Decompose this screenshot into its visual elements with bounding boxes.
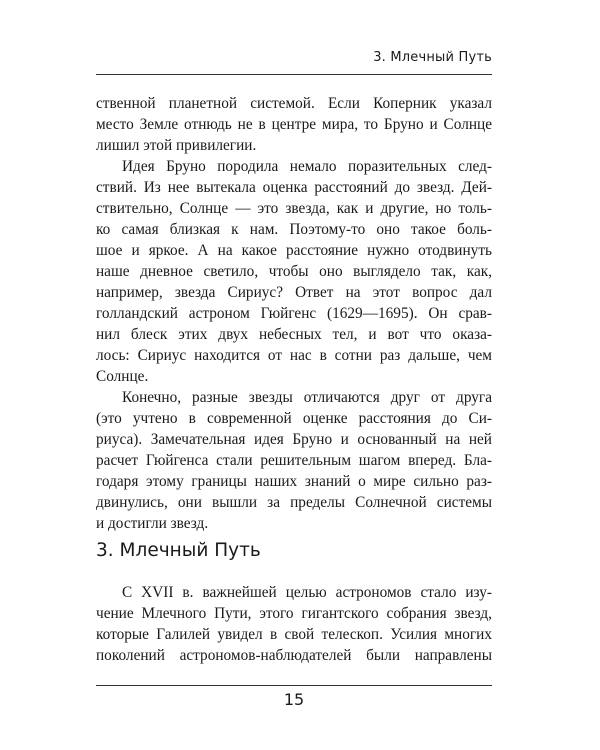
paragraph-bruno-idea <box>96 156 492 387</box>
paragraph-milky-way <box>96 582 492 666</box>
text-line: поколений астрономов-наблюдателей были направлены <box>96 647 492 664</box>
text-line: Идея Бруно породила немало поразительных след- <box>122 158 492 175</box>
text-line: Конечно, разные звезды отличаются друг от друга <box>122 389 492 406</box>
text-line: например, звезда Сириус? Ответ на этот вопрос дал <box>96 284 492 301</box>
text-line: ствий. Из нее вытекала оценка расстояний до звезд. Дей- <box>96 179 492 196</box>
page-number: 15 <box>283 690 305 709</box>
text-line: годаря этому границы наших знаний о мире сильно раз- <box>96 473 492 490</box>
text-line: двинулись, они вышли за пределы Солнечной системы <box>96 494 492 511</box>
text-line: С XVII в. важнейшей целью астрономов стало изу- <box>122 584 492 601</box>
text-line: ственной планетной системой. Если Коперник указал <box>96 95 492 112</box>
text-line: место Земле отнюдь не в центре мира, то Бруно и Солнце <box>96 116 492 133</box>
running-header: 3. Млечный Путь <box>373 50 492 65</box>
text-line: лишил этой привилегии. <box>96 137 257 154</box>
text-line: расчет Гюйгенса стали решительным шагом вперед. Бла- <box>96 452 492 469</box>
text-line: риуса). Замечательная идея Бруно и основанный на ней <box>96 431 492 448</box>
header-divider <box>96 74 492 75</box>
text-line: (это учтено в современной оценке расстояния до Си- <box>96 410 492 427</box>
paragraph-continuation <box>96 93 492 156</box>
text-line: Солнце. <box>96 368 149 385</box>
section-heading: 3. Млечный Путь <box>96 540 261 561</box>
paragraph-stars-differ <box>96 387 492 534</box>
text-line: которые Галилей увидел в свой телескоп. Усилия многих <box>96 626 492 643</box>
text-line: чение Млечного Пути, этого гигантского собрания звезд, <box>96 605 492 622</box>
text-line: наше дневное светило, чтобы оно выглядело так, как, <box>96 263 492 280</box>
text-line: ко самая близкая к нам. Поэтому-то оно такое боль- <box>96 221 492 238</box>
text-line: лось: Сириус находится от нас в сотни раз дальше, чем <box>96 347 492 364</box>
text-line: нил блеск этих двух небесных тел, и вот что оказа- <box>96 326 492 343</box>
text-line: ствительно, Солнце — это звезда, как и другие, но толь- <box>96 200 492 217</box>
text-line: шое и яркое. А на какое расстояние нужно отодвинуть <box>96 242 492 259</box>
footer-divider <box>96 685 492 686</box>
text-line: и достигли звезд. <box>96 515 209 532</box>
text-line: голландский астроном Гюйгенс (1629—1695). Он срав- <box>96 305 492 322</box>
